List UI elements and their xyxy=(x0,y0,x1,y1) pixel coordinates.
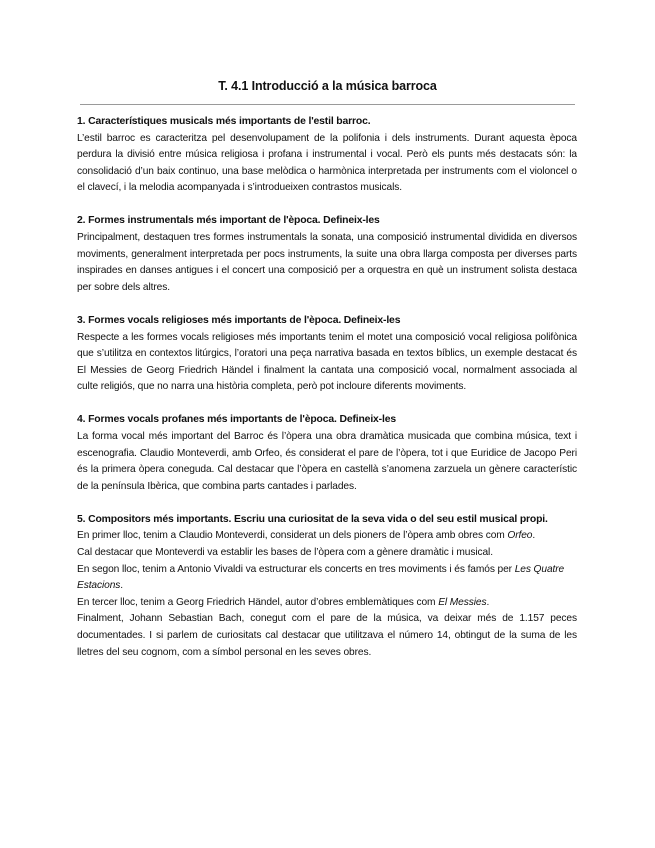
work-title: El Messies xyxy=(438,596,487,608)
section-heading: 4. Formes vocals profanes més importants de l'època. Defineix-les xyxy=(77,414,396,426)
document-title: T. 4.1 Introducció a la música barroca xyxy=(218,79,437,93)
paragraph-handel xyxy=(77,595,577,612)
section-heading: 1. Característiques musicals més importants de l'estil barroc. xyxy=(77,116,371,127)
title-divider xyxy=(80,104,575,105)
paragraph-monteverdi xyxy=(77,528,577,545)
paragraph-monteverdi-note: Cal destacar que Monteverdi va establir les bases de l’òpera com a gènere dramàtic i musical. xyxy=(77,547,493,559)
section-text: L’estil barroc es caracteritza pel desenvolupament de la polifonia i dels instruments. Durant aquesta època perdura la divisió entre música religiosa i profana i instrumental i vocal. Però els punts més destacats són: la consolidació d’un baix continuo, una base melòdica o harmònica interpretada per instruments com el violoncel o el clavecí, i la melodia acompanyada i s’introdueixen contrastos musicals. xyxy=(77,132,577,194)
section-1 xyxy=(77,114,577,197)
work-title: Orfeo xyxy=(507,530,533,542)
paragraph-text: En segon lloc, tenim a Antonio Vivaldi va estructurar els concerts en tres moviments i és famós per xyxy=(77,563,515,575)
section-text: La forma vocal més important del Barroc és l’òpera una obra dramàtica musicada que combina música, text i escenografia. Claudio Monteverdi, amb Orfeo, és considerat el pare de l’òpera, tot i que Euridice de Jacopo Peri és la primera òpera coneguda. Cal destacar que l’òpera en castellà s’anomena zarzuela un gènere característic de la península Ibèrica, que combina parts cantades i parlades. xyxy=(77,431,577,492)
paragraph-end: . xyxy=(532,530,536,542)
section-text: Principalment, destaquen tres formes instrumentals la sonata, una composició instrumental dividida en diversos moviments, generalment interpretada per pocs instruments, la suite una obra llarga composta per diverses parts inspirades en danses antigues i el concert una composició per a orquestra en què un instrument solista destaca per sobre dels altres. xyxy=(77,232,577,293)
section-4 xyxy=(77,412,577,495)
section-5 xyxy=(77,512,577,661)
section-heading: 3. Formes vocals religioses més importants de l'època. Defineix-les xyxy=(77,314,401,326)
section-2 xyxy=(77,213,577,296)
section-3 xyxy=(77,313,577,396)
paragraph-vivaldi xyxy=(77,562,577,595)
document-body xyxy=(77,114,577,678)
paragraph-end: . xyxy=(120,580,124,592)
section-text: Respecte a les formes vocals religioses més importants tenim el motet una composició vocal religiosa polifònica que s’utilitza en contextos litúrgics, l’oratori una peça narrativa basada en textos bíblics, un exemple destacat és El Messies de Georg Friedrich Händel i finalment la cantata una composició vocal, normalment associada al culte religiós, que no narra una història completa, però pot incloure diferents moviments. xyxy=(77,331,577,393)
paragraph-end: . xyxy=(486,596,490,608)
work-title: Les Quatre Estacions xyxy=(77,563,565,592)
section-heading: 2. Formes instrumentals més important de l'època. Defineix-les xyxy=(77,215,380,227)
paragraph-text: En primer lloc, tenim a Claudio Monteverdi, considerat un dels pioners de l’òpera amb obres com xyxy=(77,530,508,542)
paragraph-text: En tercer lloc, tenim a Georg Friedrich Händel, autor d’obres emblemàtiques com xyxy=(77,596,439,608)
section-heading: 5. Compositors més importants. Escriu una curiositat de la seva vida o del seu estil musical propi. xyxy=(77,513,548,525)
paragraph-bach: Finalment, Johann Sebastian Bach, conegut com el pare de la música, va deixar més de 1.157 peces documentades. I si parlem de curiositats cal destacar que utilitzava el número 14, obtingut de la suma de les lletres del seu cognom, com a símbol personal en les seves obres. xyxy=(77,613,577,658)
